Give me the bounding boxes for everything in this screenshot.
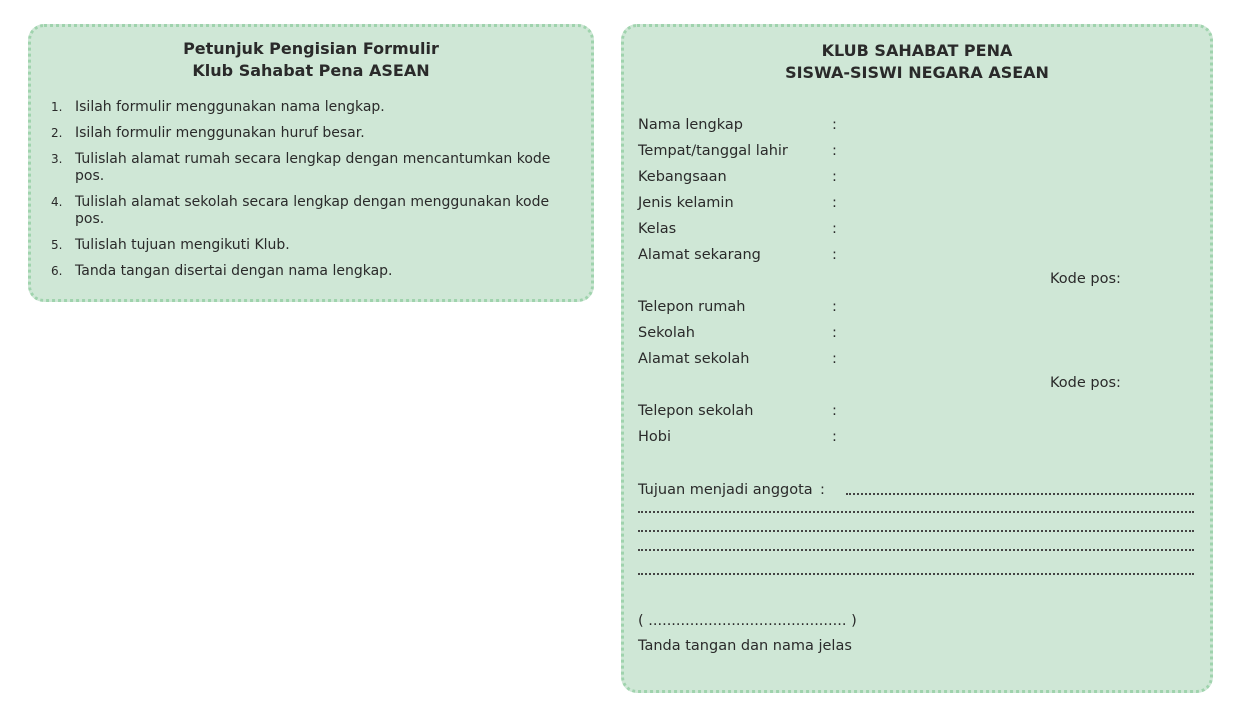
field-colon: : (832, 299, 837, 315)
field-tujuan[interactable] (638, 480, 1194, 500)
instructions-panel (28, 24, 594, 302)
field-label: Hobi (638, 429, 672, 445)
item-text: Tanda tangan disertai dengan nama lengkap. (75, 263, 393, 279)
field-colon: : (832, 247, 837, 263)
item-number: 3. (51, 152, 63, 166)
field-colon: : (832, 169, 837, 185)
field-label: Kelas (638, 221, 677, 237)
field-label: Tempat/tanggal lahir (638, 143, 788, 159)
field-label: Sekolah (638, 325, 695, 341)
field-label: Nama lengkap (638, 117, 743, 133)
item-number: 6. (51, 264, 63, 278)
instructions-title-line2: Klub Sahabat Pena ASEAN (192, 61, 430, 80)
item-text: Isilah formulir menggunakan huruf besar. (75, 125, 365, 141)
item-text: Isilah formulir menggunakan nama lengkap. (75, 99, 385, 115)
field-label: Alamat sekarang (638, 247, 761, 263)
field-colon: : (832, 325, 837, 341)
tujuan-line-5[interactable] (638, 573, 1194, 575)
field-colon: : (832, 221, 837, 237)
list-item (51, 194, 571, 228)
item-text: Tulislah alamat rumah secara lengkap dengan mencantumkan kode pos. (75, 151, 551, 184)
field-label: Alamat sekolah (638, 351, 750, 367)
tujuan-line-4[interactable] (638, 549, 1194, 551)
field-colon: : (832, 429, 837, 445)
form-title-line2: SISWA-SISWI NEGARA ASEAN (785, 63, 1049, 82)
signature-label: Tanda tangan dan nama jelas (638, 638, 852, 654)
item-number: 5. (51, 238, 63, 252)
instructions-title-line1: Petunjuk Pengisian Formulir (183, 39, 439, 58)
field-colon: : (820, 482, 825, 498)
tujuan-line-1[interactable] (846, 493, 1194, 495)
kode-pos-rumah-label: Kode pos: (1050, 271, 1121, 287)
field-colon: : (832, 143, 837, 159)
field-label: Telepon rumah (638, 299, 746, 315)
field-label: Jenis kelamin (638, 195, 734, 211)
field-colon: : (832, 117, 837, 133)
list-item (51, 125, 571, 142)
item-number: 4. (51, 195, 63, 209)
field-label: Tujuan menjadi anggota (638, 482, 813, 498)
list-item (51, 99, 571, 116)
list-item (51, 237, 571, 254)
field-colon: : (832, 351, 837, 367)
form-title-line1: KLUB SAHABAT PENA (821, 41, 1013, 60)
kode-pos-sekolah-label: Kode pos: (1050, 375, 1121, 391)
registration-form (621, 24, 1213, 693)
signature-field[interactable]: ( ........................................... ) (638, 613, 857, 629)
instructions-list (51, 99, 571, 289)
item-text: Tulislah alamat sekolah secara lengkap dengan menggunakan kode pos. (75, 194, 550, 227)
list-item (51, 263, 571, 280)
field-label: Kebangsaan (638, 169, 727, 185)
item-number: 2. (51, 126, 63, 140)
field-colon: : (832, 195, 837, 211)
item-number: 1. (51, 100, 63, 114)
tujuan-line-2[interactable] (638, 511, 1194, 513)
field-colon: : (832, 403, 837, 419)
item-text: Tulislah tujuan mengikuti Klub. (75, 237, 290, 253)
list-item (51, 151, 571, 185)
field-label: Telepon sekolah (638, 403, 754, 419)
tujuan-line-3[interactable] (638, 530, 1194, 532)
